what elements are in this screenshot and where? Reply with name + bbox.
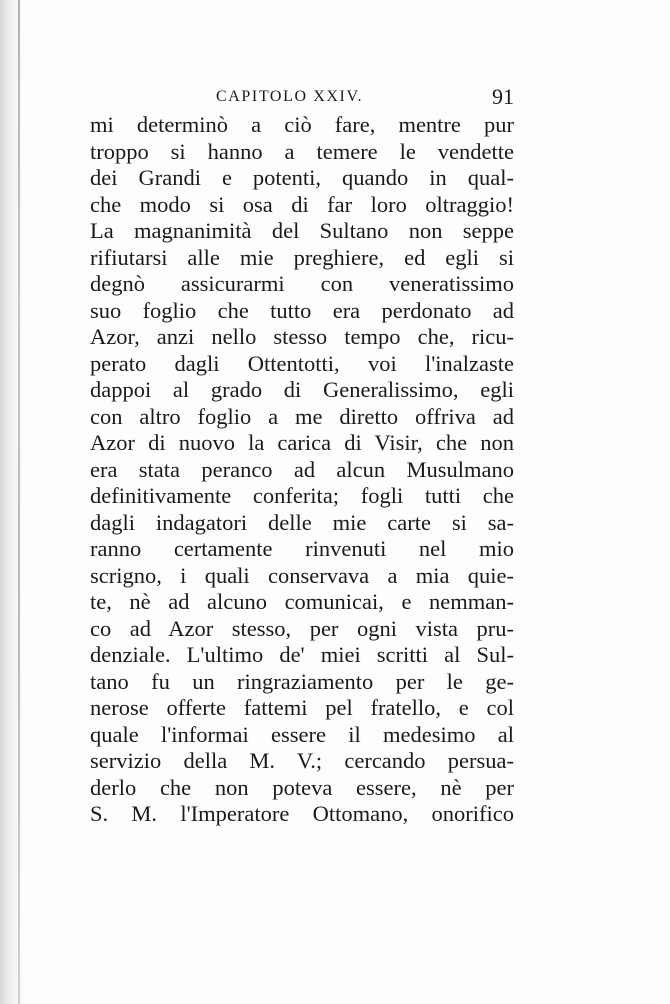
text-line: S. M. l'Imperatore Ottomano, onorifico [90, 801, 514, 826]
text-line: definitivamente conferita; fogli tutti che [90, 483, 514, 508]
text-line: denziale. L'ultimo de' miei scritti al Sul- [90, 642, 514, 667]
text-line: rifiutarsi alle mie preghiere, ed egli si [90, 244, 514, 270]
body-text [90, 112, 514, 828]
text-line: Azor, anzi nello stesso tempo che, ricu- [90, 324, 514, 349]
page-number: 91 [492, 84, 514, 109]
text-line: con altro foglio a me diretto offriva ad [90, 403, 514, 429]
text-line: perato dagli Ottentotti, voi l'inalzaste [90, 350, 514, 376]
binding-edge-line [18, 0, 20, 1004]
text-line: scrigno, i quali conservava a mia quie- [90, 562, 514, 588]
text-line: dappoi al grado di Generalissimo, egli [90, 377, 514, 402]
text-line: dei Grandi e potenti, quando in qual- [90, 165, 514, 190]
text-line: co ad Azor stesso, per ogni vista pru- [90, 615, 514, 641]
text-line: dagli indagatori delle mie carte si sa- [90, 509, 514, 535]
text-line: era stata peranco ad alcun Musulmano [90, 456, 514, 482]
text-line: te, nè ad alcuno comunicai, e nemman- [90, 589, 514, 614]
binding-shadow [0, 0, 24, 1004]
text-line: derlo che non poteva essere, nè per [90, 774, 514, 800]
text-line: servizio della M. V.; cercando persua- [90, 748, 514, 773]
text-line: troppo si hanno a temere le vendette [90, 138, 514, 164]
text-line: tano fu un ringraziamento per le ge- [90, 668, 514, 694]
text-line: ranno certamente rinvenuti nel mio [90, 536, 514, 561]
running-head [90, 84, 514, 110]
text-line: mi determinò a ciò fare, mentre pur [90, 112, 514, 137]
text-line: suo foglio che tutto era perdonato ad [90, 297, 514, 323]
running-title: CAPITOLO XXIV. [216, 88, 364, 105]
text-line: che modo si osa di far loro oltraggio! [90, 191, 514, 217]
text-line: quale l'informai essere il medesimo al [90, 721, 514, 747]
text-line: Azor di nuovo la carica di Visir, che non [90, 430, 514, 455]
text-line: nerose offerte fattemi pel fratello, e col [90, 695, 514, 720]
text-line: degnò assicurarmi con veneratissimo [90, 271, 514, 296]
text-line: La magnanimità del Sultano non seppe [90, 218, 514, 243]
